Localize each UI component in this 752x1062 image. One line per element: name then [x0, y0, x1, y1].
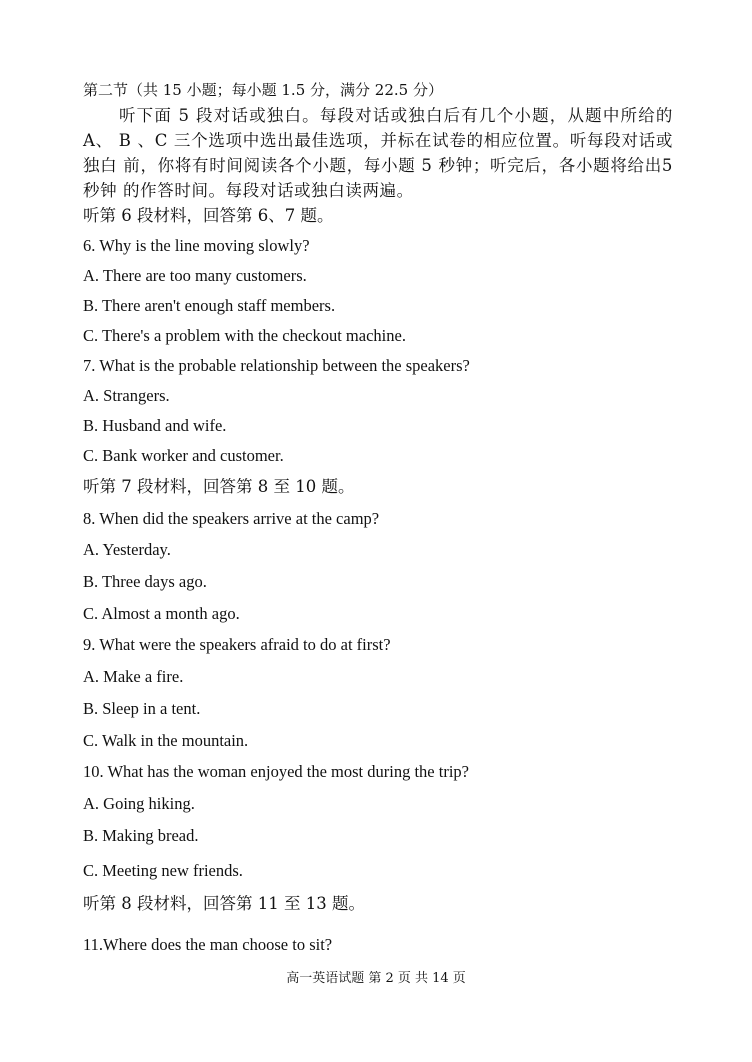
page-footer: 高一英语试题 第 2 页 共 14 页 [286, 971, 466, 986]
question-7-option-a: A. Strangers. [83, 386, 170, 405]
section-instructions: 听下面 5 段对话或独白。每段对话或独白后有几个小题，从题中所给的A、 B 、C 三个选项中选出最佳选项，并标在试卷的相应位置。听每段对话或独白 前，你将有时间阅读各个小题，每小题 5 秒钟；听完后，各小题将给出5 秒钟 的作答时间。每段对话或独白读两遍。 [83, 106, 673, 200]
question-9-option-a: A. Make a fire. [83, 667, 184, 686]
question-6-option-c: C. There's a problem with the checkout machine. [83, 326, 406, 345]
question-9: 9. What were the speakers afraid to do at first? [83, 635, 391, 654]
listening-material-heading: 听第 7 段材料，回答第 8 至 10 题。 [83, 477, 355, 496]
question-6: 6. Why is the line moving slowly? [83, 236, 310, 255]
listening-material-heading: 听第 8 段材料，回答第 11 至 13 题。 [83, 894, 365, 913]
listening-material-heading: 听第 6 段材料，回答第 6、7 题。 [83, 206, 334, 225]
question-9-option-b: B. Sleep in a tent. [83, 699, 201, 718]
question-8-option-b: B. Three days ago. [83, 572, 207, 591]
question-8: 8. When did the speakers arrive at the camp? [83, 509, 380, 528]
question-9-option-c: C. Walk in the mountain. [83, 731, 249, 750]
question-8-option-a: A. Yesterday. [83, 540, 171, 559]
question-10: 10. What has the woman enjoyed the most during the trip? [83, 762, 469, 781]
question-7-option-b: B. Husband and wife. [83, 416, 227, 435]
question-10-option-a: A. Going hiking. [83, 794, 195, 813]
section-header: 第二节（共 15 小题；每小题 1.5 分，满分 22.5 分） [83, 81, 443, 99]
question-8-option-c: C. Almost a month ago. [83, 604, 240, 623]
question-6-option-b: B. There aren't enough staff members. [83, 296, 336, 315]
question-6-option-a: A. There are too many customers. [83, 266, 307, 285]
question-10-option-c: C. Meeting new friends. [83, 861, 243, 880]
question-7-option-c: C. Bank worker and customer. [83, 446, 284, 465]
question-11: 11.Where does the man choose to sit? [83, 935, 333, 954]
question-10-option-b: B. Making bread. [83, 826, 199, 845]
question-7: 7. What is the probable relationship between the speakers? [83, 356, 470, 375]
